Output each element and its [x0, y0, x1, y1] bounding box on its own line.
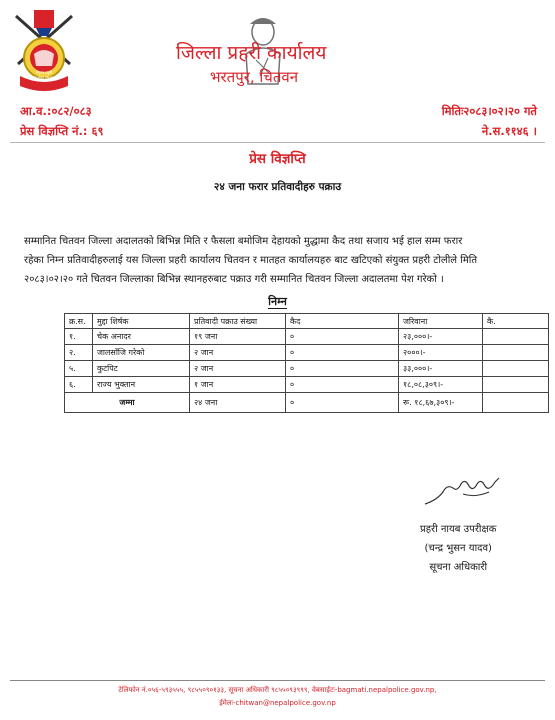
logo-text: [14, 70, 74, 80]
signatory-role: सूचना अधिकारी: [429, 562, 488, 573]
arrest-table: [64, 313, 549, 413]
signatory-block: [420, 520, 496, 577]
table-cell: [483, 377, 549, 393]
press-release-number: प्रेस विज्ञप्ति नं.: ६९: [20, 124, 104, 138]
footer-contact: [0, 684, 555, 710]
office-title: जिल्ला प्रहरी कार्यालय: [176, 42, 327, 64]
footer-email-line: ईमेलः-chitwan@nepalpolice.gov.np: [219, 699, 336, 707]
body-line: सम्मानित चितवन जिल्ला अदालतको बिभिन्न मिति र फैसला बमोजिम देहायको मुद्धामा कैद तथा सजाय भई हाल सम्म फरार: [24, 236, 463, 247]
table-cell: १ जान: [190, 377, 286, 393]
table-row: [65, 361, 549, 377]
signatory-name: (चन्द्र भुसन यादव): [424, 543, 492, 554]
column-header: कैद: [286, 314, 399, 329]
body-line: २०८३।०२।२० गते चितवन जिल्लाका बिभिन्न स्थानहरुबाट पक्राउ गरी सम्मानित चितवन जिल्ला अदालतमा पेश गरेको ।: [24, 274, 444, 285]
table-cell: चेक अनादर: [93, 329, 190, 345]
table-cell: कुटपिट: [93, 361, 190, 377]
table-cell: ३३,०००।-: [399, 361, 483, 377]
table-cell: २.: [65, 345, 93, 361]
table-cell: [483, 345, 549, 361]
table-cell: १९ जना: [190, 329, 286, 345]
table-cell: २०००।-: [399, 345, 483, 361]
body-line: रहेका निम्न प्रतिवादीहरुलाई यस जिल्ला प्रहरी कार्यालय चितवन र मातहत कार्यालयहरु बाट खटिएको संयुक्त प्रहरी टोलीले मिति: [24, 255, 478, 266]
table-heading: [0, 294, 555, 309]
table-cell: २ जान: [190, 345, 286, 361]
table-cell: राज्य भुक्तान: [93, 377, 190, 393]
table-cell: ६.: [65, 377, 93, 393]
total-count: २४ जना: [190, 393, 286, 413]
total-label: जम्मा: [65, 393, 190, 413]
table-row: [65, 377, 549, 393]
date-ad: ने.स.११४६ ।: [481, 124, 537, 138]
footer-divider: [10, 680, 545, 681]
table-heading-text: निम्न: [268, 295, 287, 308]
table-cell: १८,०८,३०९।-: [399, 377, 483, 393]
total-jail: ०: [286, 393, 399, 413]
logo-text-bottom: सत्य सेवा सुरक्षणम्: [30, 75, 58, 80]
press-release-title: प्रेस विज्ञप्ति: [249, 151, 306, 167]
column-header: मुद्दा शिर्षक: [93, 314, 190, 329]
total-fine: रू. १८,६७,३०९।-: [399, 393, 483, 413]
column-header: प्रतिवादी पक्राउ संख्या: [190, 314, 286, 329]
table-cell: जालसाँजि गरेको: [93, 345, 190, 361]
table-header-row: [65, 314, 549, 329]
table-row: [65, 345, 549, 361]
table-cell: ५.: [65, 361, 93, 377]
table-total-row: [65, 393, 549, 413]
table-cell: २३,०००।-: [399, 329, 483, 345]
date-bs: मितिः२०८३।०२।२० गते: [441, 104, 537, 118]
fiscal-year: आ.व.:०८२/०८३: [20, 104, 92, 118]
office-location: भरतपुर, चितवन: [210, 68, 299, 86]
column-header: जरिवाना: [399, 314, 483, 329]
total-remarks: [483, 393, 549, 413]
column-header: कै.: [483, 314, 549, 329]
table-cell: ०: [286, 329, 399, 345]
header-divider: [10, 142, 545, 143]
table-cell: [483, 329, 549, 345]
table-cell: [483, 361, 549, 377]
handwritten-signature: [423, 474, 503, 508]
table-cell: २ जान: [190, 361, 286, 377]
table-cell: ०: [286, 377, 399, 393]
table-row: [65, 329, 549, 345]
table-cell: ०: [286, 345, 399, 361]
body-paragraph: [24, 232, 530, 289]
press-release-subject: २४ जना फरार प्रतिवादीहरु पक्राउ: [213, 181, 342, 193]
footer-phone-line: टेलिफोन नं.०५६-५९३५५५, ९८५५०९०१३३, सूचना अधिकारी ९८५५०९३९९९, वेबसाईटः-bagmati.nepalpolice.gov.np,: [118, 686, 437, 694]
table-cell: ०: [286, 361, 399, 377]
signatory-designation: प्रहरी नायब उपरीक्षक: [420, 524, 497, 535]
logo-text-top: नेपाल प्रहरी: [35, 70, 53, 75]
table-cell: १.: [65, 329, 93, 345]
column-header: क्र.स.: [65, 314, 93, 329]
nepal-police-emblem-icon: [12, 8, 76, 94]
